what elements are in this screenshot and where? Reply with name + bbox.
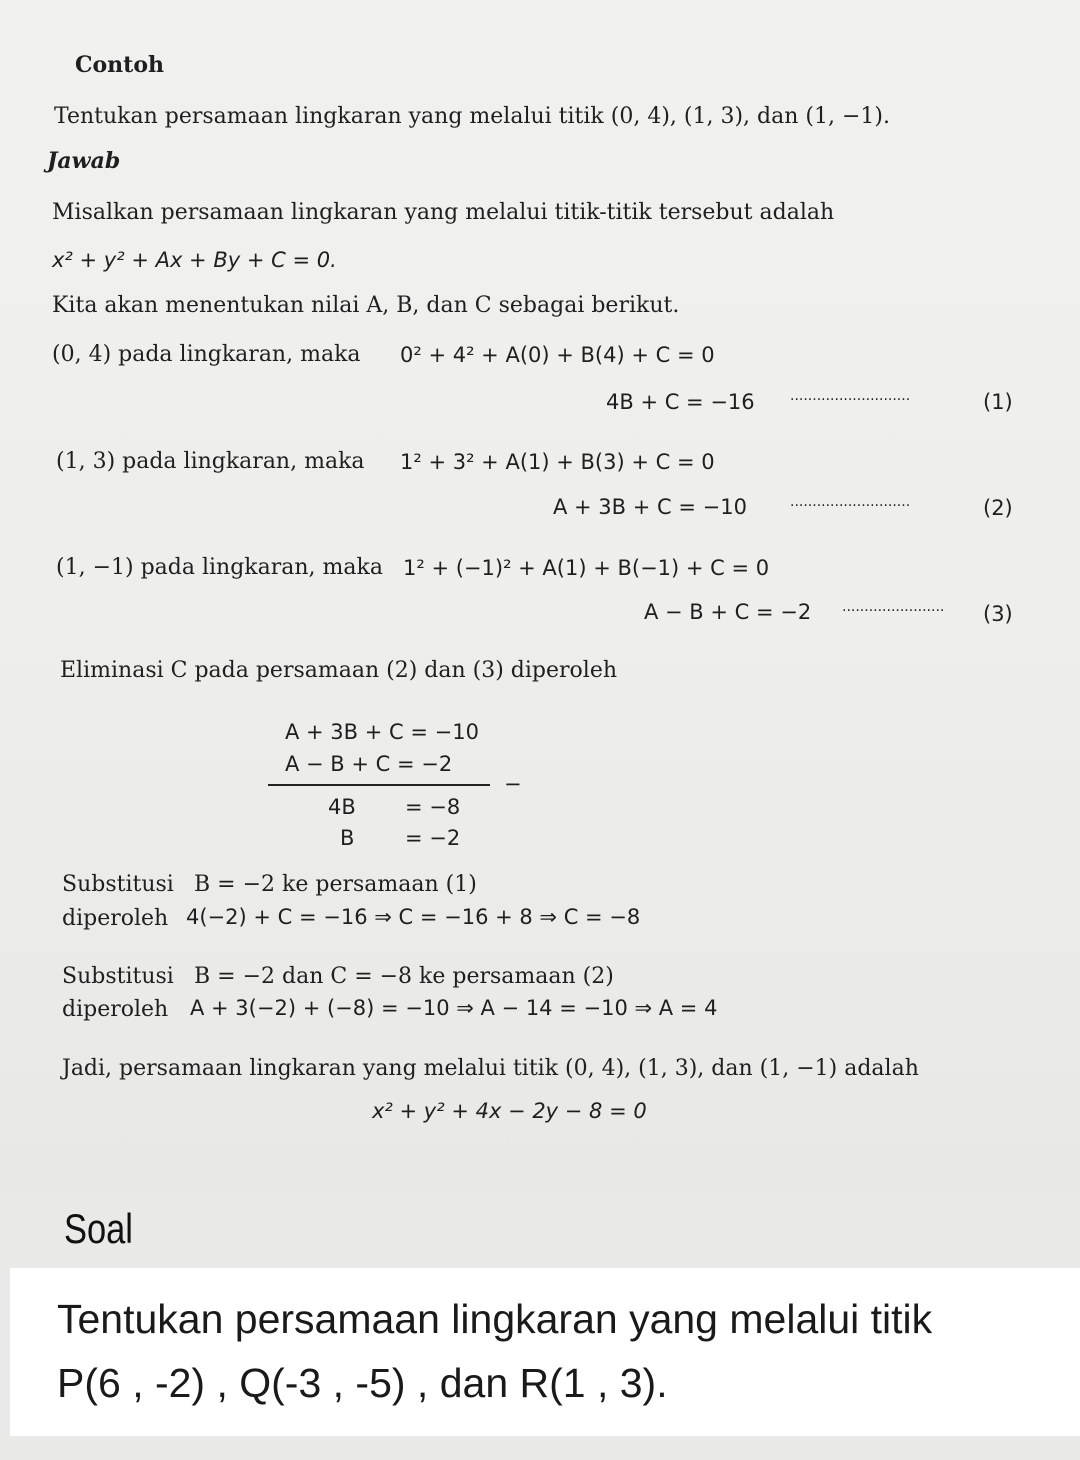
substitution-1-result-label: diperoleh [62, 906, 169, 931]
heading: Contoh [75, 52, 165, 78]
point-2-result: A + 3B + C = −10 [553, 495, 747, 519]
answer-label: Jawab [47, 148, 121, 174]
substitution-2-result: A + 3(−2) + (−8) = −10 ⇒ A − 14 = −10 ⇒ A = 4 [190, 996, 718, 1020]
substitution-1-result: 4(−2) + C = −16 ⇒ C = −16 + 8 ⇒ C = −8 [186, 905, 641, 929]
elimination-operator: − [504, 772, 522, 796]
elimination-line-2: A − B + C = −2 [285, 752, 453, 776]
substitution-1-expression: B = −2 ke persamaan (1) [194, 872, 477, 897]
point-1-tag: (1) [983, 390, 1013, 414]
point-1-lead: (0, 4) pada lingkaran, maka [52, 342, 361, 367]
general-equation: x² + y² + Ax + By + C = 0. [52, 248, 337, 272]
point-3-tag: (3) [983, 602, 1013, 626]
plan-text: Kita akan menentukan nilai A, B, dan C sebagai berikut. [52, 293, 680, 318]
question-panel [10, 1268, 1080, 1436]
question-line-1: Tentukan persamaan lingkaran yang melalui titik [57, 1296, 933, 1342]
point-1-expression: 0² + 4² + A(0) + B(4) + C = 0 [400, 343, 715, 367]
elimination-line-3-left: 4B [328, 795, 356, 819]
substitution-1-label: Substitusi [62, 872, 174, 897]
substitution-2-label: Substitusi [62, 964, 174, 989]
point-2-expression: 1² + 3² + A(1) + B(3) + C = 0 [400, 450, 715, 474]
final-equation: x² + y² + 4x − 2y − 8 = 0 [372, 1099, 647, 1123]
elimination-line-4-right: = −2 [405, 826, 461, 850]
problem-statement: Tentukan persamaan lingkaran yang melalui titik (0, 4), (1, 3), dan (1, −1). [54, 104, 890, 129]
point-2-tag: (2) [983, 496, 1013, 520]
question-line-2: P(6 , -2) , Q(-3 , -5) , dan R(1 , 3). [57, 1360, 668, 1406]
elimination-rule [268, 784, 490, 786]
point-2-lead: (1, 3) pada lingkaran, maka [56, 449, 365, 474]
point-3-expression: 1² + (−1)² + A(1) + B(−1) + C = 0 [403, 556, 770, 580]
substitution-2-result-label: diperoleh [62, 997, 169, 1022]
point-2-dots: ........................... [790, 494, 911, 510]
elimination-line-4-left: B [340, 826, 355, 850]
elimination-title: Eliminasi C pada persamaan (2) dan (3) diperoleh [60, 658, 618, 683]
point-1-dots: ........................... [790, 388, 911, 404]
soal-title: Soal [64, 1205, 133, 1252]
point-3-lead: (1, −1) pada lingkaran, maka [56, 555, 383, 580]
elimination-line-1: A + 3B + C = −10 [285, 720, 479, 744]
substitution-2-expression: B = −2 dan C = −8 ke persamaan (2) [194, 964, 614, 989]
intro-text: Misalkan persamaan lingkaran yang melalui titik-titik tersebut adalah [52, 200, 835, 225]
elimination-line-3-right: = −8 [405, 795, 461, 819]
point-3-result: A − B + C = −2 [644, 600, 812, 624]
point-1-result: 4B + C = −16 [606, 390, 755, 414]
conclusion-text: Jadi, persamaan lingkaran yang melalui titik (0, 4), (1, 3), dan (1, −1) adalah [62, 1056, 919, 1081]
point-3-dots: ....................... [842, 599, 945, 615]
